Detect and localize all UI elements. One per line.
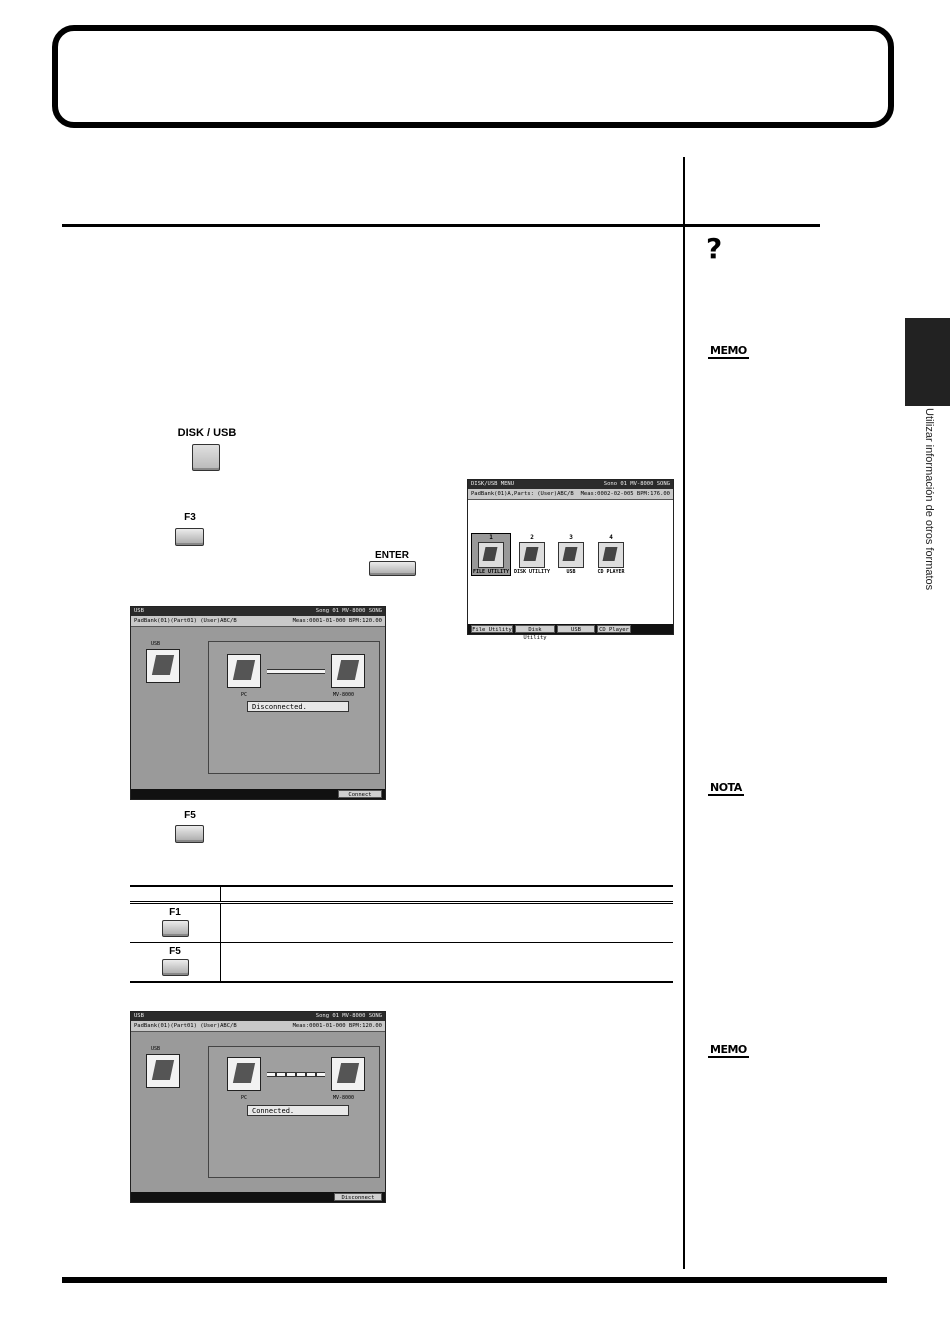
menu-item-cd-player[interactable]: 4 CD PLAYER [597, 534, 625, 575]
f5-button[interactable] [175, 825, 204, 843]
connection-status: Connected. [247, 1105, 349, 1116]
connection-status: Disconnected. [247, 701, 349, 712]
nota-icon: NOTA [710, 781, 742, 794]
menu-item-usb[interactable]: 3 USB [552, 534, 590, 575]
pc-icon [227, 654, 261, 688]
table-header-desc [221, 886, 674, 903]
screen-subheader: PadBank(01)(Part01) (User)ABC/B Meas:0001-01-000 BPM:120.00 [131, 1021, 385, 1032]
fn-usb[interactable]: USB [557, 625, 595, 633]
f5-table-label: F5 [169, 946, 181, 957]
table-cell-desc [221, 903, 674, 943]
screen-header: USB Song 01 MV-8000 SONG [131, 1012, 385, 1021]
connection-panel [208, 641, 380, 774]
function-table [130, 885, 673, 983]
f1-button[interactable] [162, 920, 189, 937]
connection-line [267, 669, 325, 674]
pc-label: PC [241, 692, 248, 698]
usb-screen-connected [130, 1011, 386, 1203]
memo-icon: MEMO [710, 1043, 747, 1056]
screen-subheader: PadBank(01)A,Parts: (User)ABC/B Meas:0002-02-005 BPM:176.00 [468, 489, 673, 500]
margin-divider [683, 157, 685, 1269]
f3-button[interactable] [175, 528, 204, 546]
enter-label: ENTER [375, 550, 409, 561]
mv8000-icon [331, 1057, 365, 1091]
mv8000-icon [331, 654, 365, 688]
screen-header: DISK/USB MENU Sono 01 MV-8000 SONG [468, 480, 673, 489]
file-utility-icon [478, 542, 504, 568]
f5-label: F5 [184, 810, 196, 821]
connection-panel [208, 1046, 380, 1178]
f1-label: F1 [169, 907, 181, 918]
fn-file-utility[interactable]: File Utility [472, 627, 512, 633]
fn-disk-utility[interactable]: Disk Utility [515, 625, 555, 633]
mv8000-label: MV-8000 [333, 1095, 355, 1101]
disk-utility-icon [519, 542, 545, 568]
chapter-title-box [52, 25, 894, 128]
screen-function-bar [468, 624, 673, 641]
fn-cd-player[interactable]: CD Player [597, 625, 631, 633]
side-tab [905, 318, 950, 406]
screen-function-bar [131, 789, 385, 799]
connection-line [267, 1072, 325, 1077]
pc-icon [227, 1057, 261, 1091]
section-rule [62, 224, 820, 227]
table-header-key [130, 886, 221, 903]
disk-usb-menu-screenshot [467, 479, 674, 641]
pc-label: PC [241, 1095, 248, 1101]
table-row [130, 943, 673, 983]
memo-icon: MEMO [710, 344, 747, 357]
usb-device-icon [146, 649, 180, 683]
f5-table-button[interactable] [162, 959, 189, 976]
cd-player-icon [598, 542, 624, 568]
menu-item-file-utility[interactable]: 1 FILE UTILITY [472, 534, 510, 575]
screen-function-bar [131, 1192, 385, 1202]
screen-header: USB Song 01 MV-8000 SONG [131, 607, 385, 616]
question-icon: ? [706, 232, 723, 265]
fn-disconnect[interactable]: Disconnect [334, 1193, 382, 1201]
usb-icon [558, 542, 584, 568]
table-row [130, 903, 673, 943]
usb-label: USB [151, 641, 161, 647]
menu-item-disk-utility[interactable]: 2 DISK UTILITY [513, 534, 551, 575]
enter-button[interactable] [369, 561, 416, 576]
fn-connect[interactable]: Connect [338, 790, 382, 798]
mv8000-label: MV-8000 [333, 692, 355, 698]
disk-usb-button[interactable] [192, 444, 220, 471]
side-tab-label: Utilizar información de otros formatos [923, 408, 935, 591]
disk-usb-label: DISK / USB [177, 427, 237, 439]
footer-rule [62, 1277, 887, 1283]
usb-device-icon [146, 1054, 180, 1088]
usb-screen-disconnected [130, 606, 386, 800]
f3-label: F3 [184, 512, 196, 523]
screen-subheader: PadBank(01)(Part01) (User)ABC/B Meas:0001-01-000 BPM:120.00 [131, 616, 385, 627]
usb-label: USB [151, 1046, 161, 1052]
table-cell-desc [221, 943, 674, 983]
